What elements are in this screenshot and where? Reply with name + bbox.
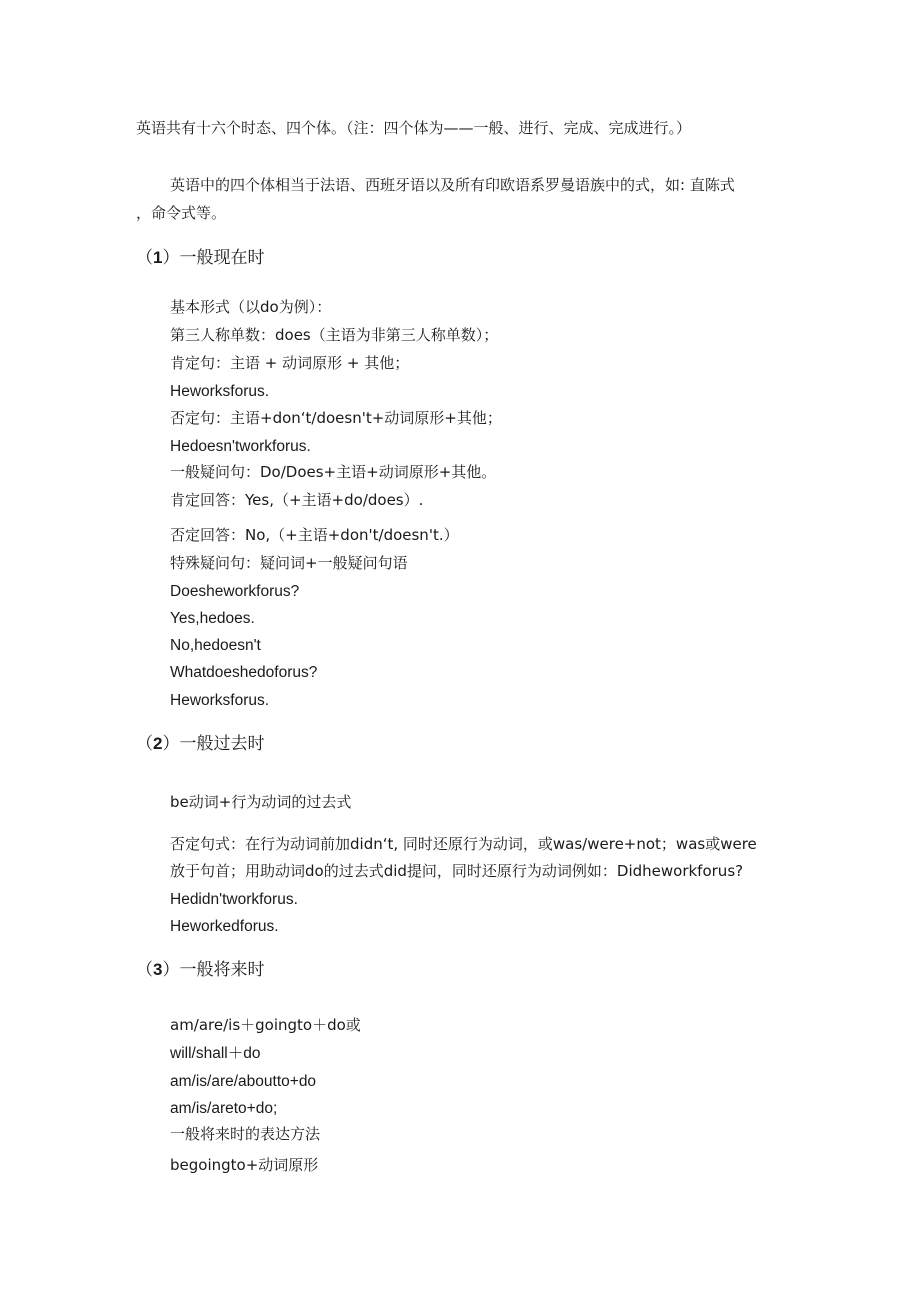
section-3-heading-open: （ (136, 960, 153, 980)
s3-line: 一般将来时的表达方法 (170, 1125, 321, 1143)
s1-example: Heworksforus. (170, 692, 270, 709)
s3-line: begoingto+动词原形 (170, 1156, 319, 1174)
intro-line-2: 英语中的四个体相当于法语、西班牙语以及所有印欧语系罗曼语族中的式，如: 直陈式 (170, 176, 735, 194)
s3-line: am/is/are/aboutto+do (170, 1073, 317, 1090)
s1-example: Doesheworkforus? (170, 583, 300, 600)
section-1-number: 1 (153, 248, 163, 267)
section-1-heading-text: ）一般现在时 (162, 248, 265, 268)
section-3-heading (136, 958, 264, 982)
s1-line: 肯定回答：Yes,（+主语+do/does）. (170, 491, 424, 509)
s1-example: No,hedoesn't (170, 637, 261, 654)
section-2-number: 2 (153, 734, 163, 753)
section-2-heading-open: （ (136, 734, 153, 754)
section-1-heading-open: （ (136, 248, 153, 268)
section-3-number: 3 (153, 960, 163, 979)
section-2-heading-text: ）一般过去时 (162, 734, 265, 754)
s1-example: Whatdoeshedoforus? (170, 664, 318, 681)
s1-line: 特殊疑问句：疑问词+一般疑问句语 (170, 554, 408, 572)
s3-line: am/is/areto+do; (170, 1100, 278, 1117)
s2-line: 否定句式：在行为动词前加didn‘t, 同时还原行为动词，或was/were+not；was或were (170, 835, 757, 853)
s1-line: 基本形式（以do为例）： (170, 298, 332, 316)
s1-example: Hedoesn'tworkforus. (170, 438, 311, 455)
s1-line: 否定回答：No,（+主语+don't/doesn't.） (170, 526, 459, 544)
s1-example: Heworksforus. (170, 383, 270, 400)
s1-line: 肯定句：主语 + 动词原形 + 其他； (170, 354, 410, 372)
s3-line: am/are/is＋goingto＋do或 (170, 1016, 361, 1034)
section-1-heading (136, 246, 264, 270)
s2-line: 放于句首；用助动词do的过去式did提问，同时还原行为动词例如：Didheworkforus? (170, 862, 744, 880)
s1-line: 第三人称单数：does（主语为非第三人称单数）； (170, 326, 499, 344)
s1-line: 一般疑问句：Do/Does+主语+动词原形+其他。 (170, 463, 497, 481)
s3-line: will/shall＋do (170, 1045, 261, 1062)
section-3-heading-text: ）一般将来时 (162, 960, 265, 980)
s1-line: 否定句：主语+don‘t/doesn't+动词原形+其他； (170, 409, 502, 427)
s2-example: Heworkedforus. (170, 918, 279, 935)
s1-example: Yes,hedoes. (170, 610, 255, 627)
s2-line: be动词+行为动词的过去式 (170, 793, 352, 811)
section-2-heading (136, 732, 264, 756)
intro-line-3: ，命令式等。 (136, 204, 227, 222)
intro-line-1: 英语共有十六个时态、四个体。（注：四个体为——一般、进行、完成、完成进行。） (136, 119, 692, 137)
s2-example: Hedidn'tworkforus. (170, 891, 298, 908)
